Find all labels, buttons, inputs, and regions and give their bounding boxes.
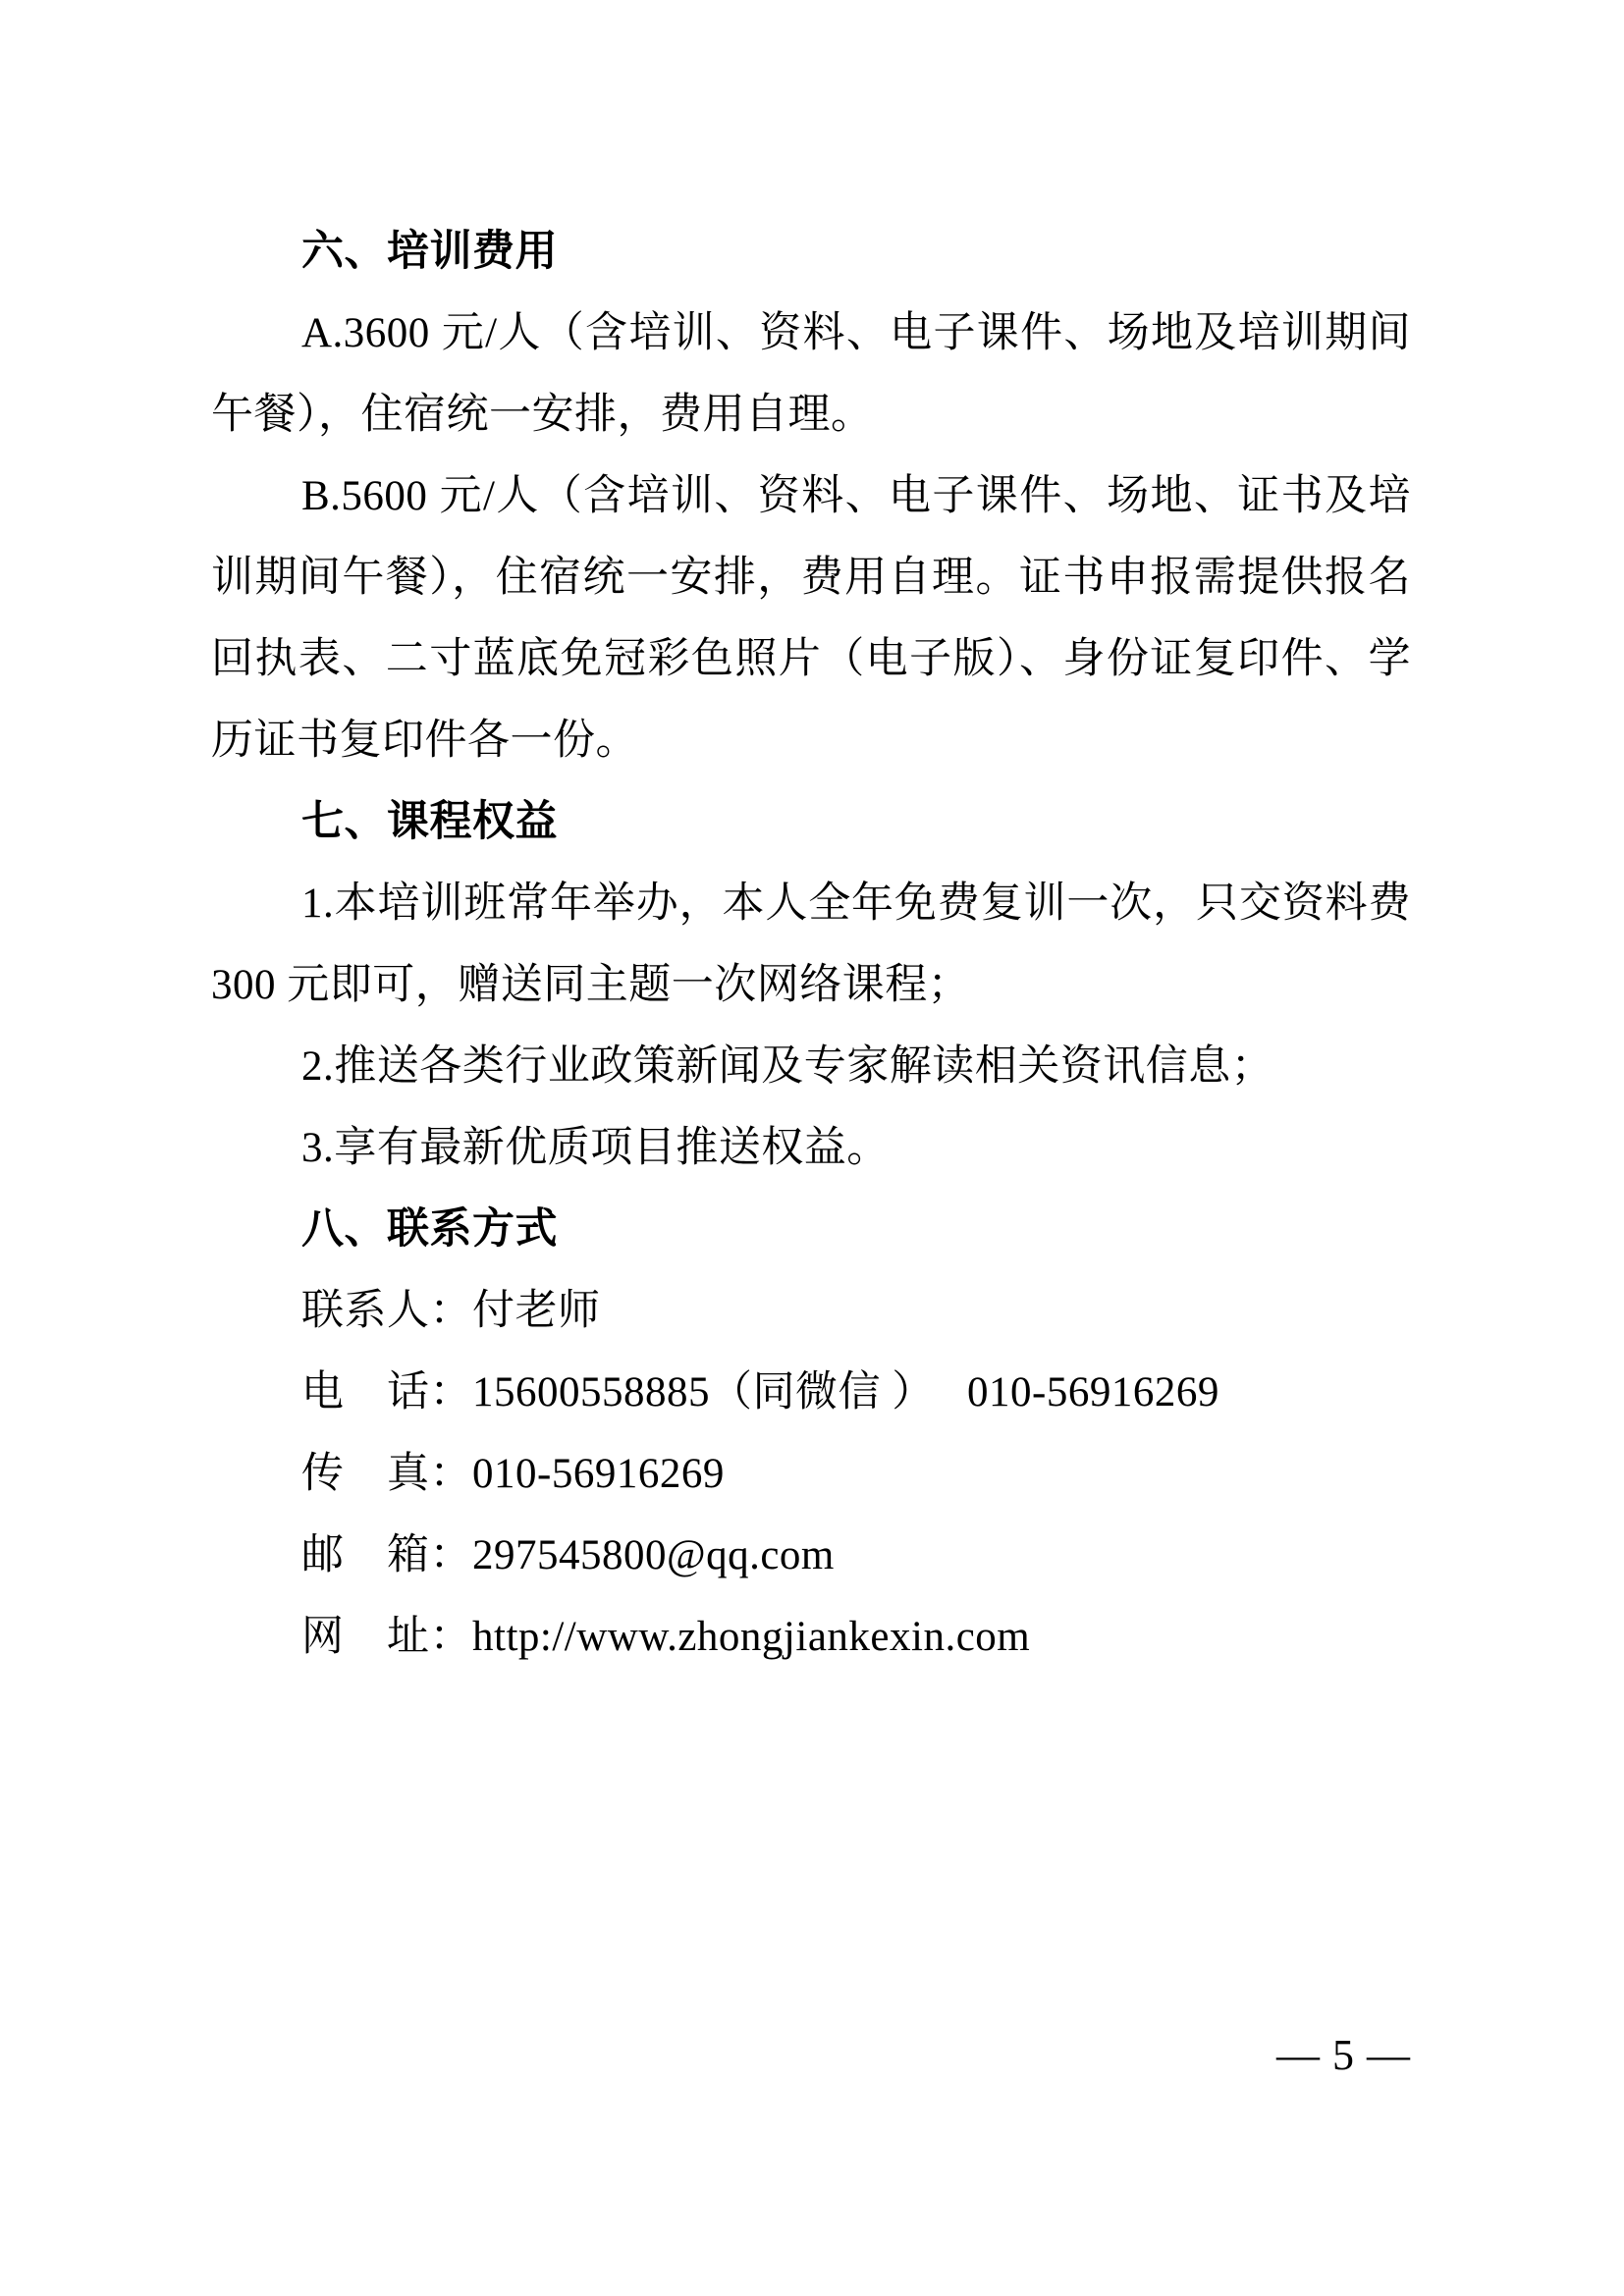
page-number: — 5 — bbox=[1276, 2031, 1411, 2079]
benefit-item-1-line-1: 1.本培训班常年举办，本人全年免费复训一次，只交资料费 bbox=[301, 881, 1411, 927]
contact-website-line: 网 址：http://www.zhongjiankexin.com bbox=[301, 1614, 1031, 1660]
document-content bbox=[211, 211, 1411, 1678]
contact-email-line: 邮 箱：297545800@qq.com bbox=[301, 1532, 835, 1578]
fee-option-b-line-4: 历证书复印件各一份。 bbox=[211, 718, 638, 764]
benefit-item-1-line-2: 300 元即可，赠送同主题一次网络课程； bbox=[211, 962, 971, 1008]
fee-option-b-line-2: 训期间午餐），住宿统一安排，费用自理。证书申报需提供报名 bbox=[211, 555, 1411, 601]
contact-fax-line: 传 真：010-56916269 bbox=[301, 1451, 725, 1497]
contact-person-line: 联系人：付老师 bbox=[301, 1288, 601, 1334]
heading-contact-info: 八、联系方式 bbox=[301, 1205, 558, 1253]
fee-option-a-line-1: A.3600 元/人（含培训、资料、电子课件、场地及培训期间 bbox=[301, 310, 1411, 356]
fee-option-b-line-3: 回执表、二寸蓝底免冠彩色照片（电子版）、身份证复印件、学 bbox=[211, 636, 1411, 682]
benefit-item-2: 2.推送各类行业政策新闻及专家解读相关资讯信息； bbox=[301, 1043, 1274, 1090]
contact-phone-line: 电 话：15600558885（同微信 ） 010-56916269 bbox=[301, 1369, 1219, 1415]
heading-course-benefits: 七、课程权益 bbox=[301, 798, 558, 845]
heading-training-fees: 六、培训费用 bbox=[301, 228, 558, 275]
fee-option-b-line-1: B.5600 元/人（含培训、资料、电子课件、场地、证书及培 bbox=[301, 473, 1411, 519]
benefit-item-3: 3.享有最新优质项目推送权益。 bbox=[301, 1125, 890, 1171]
fee-option-a-line-2: 午餐），住宿统一安排，费用自理。 bbox=[211, 392, 874, 438]
